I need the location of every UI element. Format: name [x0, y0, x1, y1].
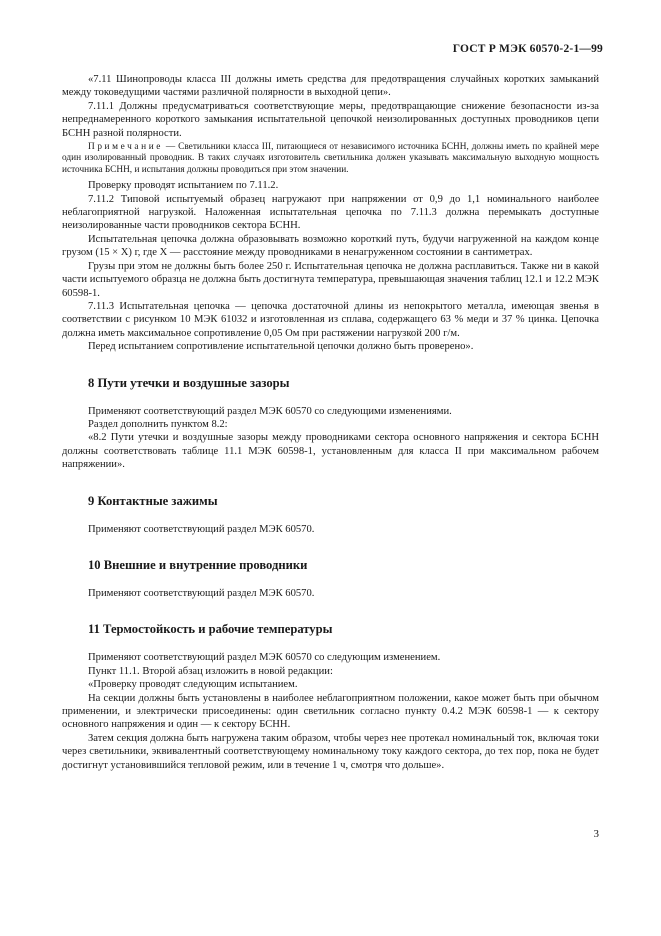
section-heading-10: 10 Внешние и внутренние проводники: [88, 557, 308, 572]
section-heading-9: 9 Контактные зажимы: [88, 493, 218, 508]
paragraph-section-9-apply: Применяют соответствующий раздел МЭК 60570.: [88, 523, 315, 535]
paragraph-7-11-3: 7.11.3 Испытательная цепочка — цепочка достаточной длины из непокрытого металла, имеющая звенья в соответствии с рисунком 10 МЭК 61032 и изготовленная из сплава, содержащего 63 % меди и 37 % цинка. Цепочка должна иметь максимальное сопротивление 0,05 Ом при растяжении нагрузкой 200 г/м.: [62, 300, 599, 339]
paragraph-section-load: Затем секция должна быть нагружена таким образом, чтобы через нее протекал номинальный ток, включая токи через светильники, эквивалентный соответствующему номинальному току каждого сектора, до тех пор, пока не будет достигнут установившийся тепловой режим, или в течение 1 ч, смотря что дольше».: [62, 732, 599, 771]
paragraph-8-2: «8.2 Пути утечки и воздушные зазоры между проводниками сектора основного напряжения и сектора БСНН должны соответствовать таблице 11.1 МЭК 60598-1, установленным для класса II при максимальном рабочем напряжении».: [62, 432, 599, 471]
page-number: 3: [593, 828, 599, 840]
paragraph-7-11-1: 7.11.1 Должны предусматриваться соответствующие меры, предотвращающие снижение безопасности из-за непреднамеренного короткого замыкания испытательной цепочкой неизолированных доступных проводников цепи БСНН разной полярности.: [62, 100, 599, 139]
paragraph-7-11: «7.11 Шинопроводы класса III должны иметь средства для предотвращения случайных коротких замыканий между токоведущими частями различной полярности в выходной цепи».: [62, 74, 599, 99]
document-body: [62, 73, 599, 772]
document-header: ГОСТ Р МЭК 60570-2-1—99: [452, 43, 603, 55]
note-text: — Светильники класса III, питающиеся от независимого источника БСНН, должны иметь по крайней мере один изолированный проводник. В таких случаях изготовитель светильника должен указывать максимальную выходную мощность источника БСНН, и испытания должны проводиться при этом значении.: [62, 142, 599, 175]
paragraph-section-8-add: Раздел дополнить пунктом 8.2:: [88, 418, 228, 430]
paragraph-section-install: На секции должны быть установлены в наиболее неблагоприятном положении, какое может быть при обычном применении, и электрически присоединены: один светильник согласно пункту 0.4.2 МЭК 60598-1 — к сектору основного напряжения и один — к сектору БСНН.: [62, 692, 599, 731]
paragraph-check-7-11-2: Проверку проводят испытанием по 7.11.2.: [88, 180, 279, 192]
paragraph-check-test: «Проверку проводят следующим испытанием.: [88, 679, 298, 691]
paragraph-test-chain-path: Испытательная цепочка должна образовывать возможно короткий путь, будучи нагруженной на каждом конце грузом (15 × X) г, где X — расстояние между проводниками в ненагруженном состоянии в сантиметрах.: [62, 233, 599, 259]
note: [62, 142, 599, 176]
paragraph-7-11-2: 7.11.2 Типовой испытуемый образец нагружают при напряжении от 0,9 до 1,1 номинального наиболее неблагоприятной нагрузкой. Наложенная испытательная цепочка по 7.11.3 должна перемыкать доступные неизолированные части проводников сектора БСНН.: [62, 193, 599, 232]
paragraph-section-8-apply: Применяют соответствующий раздел МЭК 60570 со следующими изменениями.: [88, 405, 452, 417]
section-heading-8: 8 Пути утечки и воздушные зазоры: [88, 375, 290, 390]
section-heading-11: 11 Термостойкость и рабочие температуры: [88, 622, 333, 637]
paragraph-section-11-apply: Применяют соответствующий раздел МЭК 60570 со следующим изменением.: [88, 652, 441, 664]
paragraph-section-10-apply: Применяют соответствующий раздел МЭК 60570.: [88, 587, 315, 599]
paragraph-weights: Грузы при этом не должны быть более 250 г. Испытательная цепочка не должна расплавиться. Также ни в какой части испытуемого образца не должна быть достигнута температура, превышающая значения таблиц 12.1 и 12.2 МЭК 60598-1.: [62, 260, 599, 299]
note-label: Примечание: [88, 142, 163, 153]
paragraph-11-1: Пункт 11.1. Второй абзац изложить в новой редакции:: [88, 665, 333, 677]
paragraph-resistance-check: Перед испытанием сопротивление испытательной цепочки должно быть проверено».: [88, 341, 474, 353]
